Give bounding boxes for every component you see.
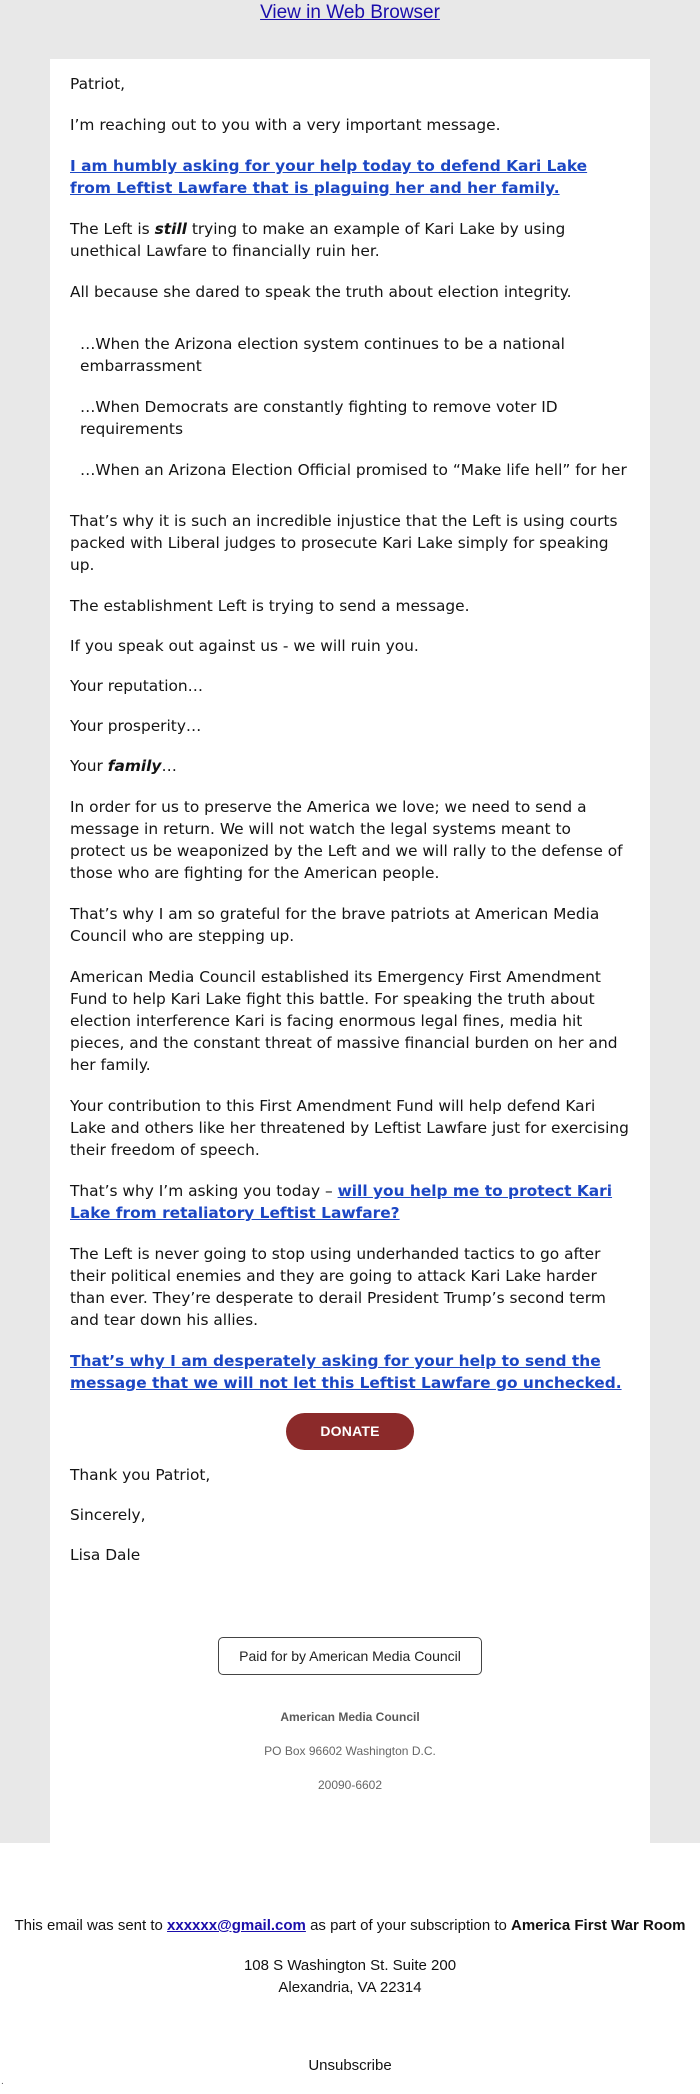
corner-mark: . — [1, 2076, 4, 2087]
injustice-paragraph: That’s why it is such an incredible injustice that the Left is using courts packed with Liberal judges to prosecute Kari Lake simply for speaking up. — [70, 512, 618, 574]
subscription-notice — [0, 1917, 700, 1934]
email-card — [50, 59, 650, 1843]
family-text-b: … — [161, 757, 177, 775]
establishment-paragraph: The establishment Left is trying to send a message. — [70, 597, 470, 615]
reputation-line: Your reputation… — [70, 677, 204, 695]
grateful-paragraph: That’s why I am so grateful for the brave patriots at American Media Council who are stepping up. — [70, 905, 600, 945]
unsubscribe-link[interactable]: Unsubscribe — [308, 2057, 392, 2074]
intro-paragraph: I’m reaching out to you with a very important message. — [70, 116, 501, 134]
contribution-paragraph: Your contribution to this First Amendment Fund will help defend Kari Lake and others like her threatened by Leftist Lawfare just for exercising their freedom of speech. — [70, 1097, 629, 1159]
fund-paragraph: American Media Council established its Emergency First Amendment Fund to help Kari Lake fight this battle. For speaking the truth about election interference Kari is facing enormous legal fines, media hit pieces, and the constant threat of massive financial burden on her and her family. — [70, 968, 618, 1074]
org-address-line2: 20090-6602 — [317, 1778, 383, 1792]
org-name: American Media Council — [280, 1710, 420, 1724]
ask-link-paragraph — [70, 155, 630, 199]
recipient-email-link[interactable]: xxxxxx@gmail.com — [167, 1917, 306, 1934]
still-emphasis: still — [154, 220, 187, 238]
sent-prefix: This email was sent to — [14, 1917, 168, 1934]
sent-middle: as part of your subscription to — [305, 1917, 512, 1934]
list-name: America First War Room — [511, 1917, 686, 1934]
still-text-b: trying to make an example of Kari Lake by using unethical Lawfare to financially ruin her. — [70, 220, 566, 260]
thanks-line: Thank you Patriot, — [70, 1466, 211, 1484]
message-link-paragraph — [70, 1350, 630, 1394]
letter-body — [50, 59, 650, 1566]
footer-address-line1: 108 S Washington St. Suite 200 — [243, 1957, 457, 1974]
sincerely-line: Sincerely, — [70, 1506, 146, 1524]
asking-text: That’s why I’m asking you today – — [70, 1182, 338, 1200]
ruin-paragraph: If you speak out against us - we will ruin you. — [70, 637, 419, 655]
bullet-item: …When Democrats are constantly fighting to remove voter ID requirements — [80, 398, 558, 438]
send-message-link[interactable]: That’s why I am desperately asking for your help to send the message that we will not let this Leftist Lawfare go unchecked. — [70, 1352, 622, 1392]
greeting: Patriot, — [70, 75, 126, 93]
donate-button[interactable]: DONATE — [286, 1413, 414, 1450]
footer-address-line2: Alexandria, VA 22314 — [278, 1979, 422, 1996]
family-line — [70, 755, 630, 777]
never-paragraph: The Left is never going to stop using underhanded tactics to go after their political enemies and they are going to attack Kari Lake harder than ever. They’re desperate to derail President Trump’s second term and tear down his allies. — [70, 1245, 606, 1329]
prosperity-line: Your prosperity… — [70, 717, 202, 735]
preserve-paragraph: In order for us to preserve the America we love; we need to send a message in return. We will not watch the legal systems meant to protect us be weaponized by the Left and we will rally to the defense of those who are fighting for the American people. — [70, 798, 623, 882]
family-emphasis: family — [107, 757, 162, 775]
family-text-a: Your — [70, 757, 108, 775]
view-in-browser-link[interactable]: View in Web Browser — [260, 2, 440, 23]
org-address-line1: PO Box 96602 Washington D.C. — [264, 1744, 436, 1758]
signature: Lisa Dale — [70, 1546, 141, 1564]
help-kari-link[interactable]: I am humbly asking for your help today to defend Kari Lake from Leftist Lawfare that is plaguing her and her family. — [70, 157, 588, 197]
because-paragraph: All because she dared to speak the truth about election integrity. — [70, 283, 572, 301]
still-paragraph — [70, 218, 630, 262]
bullet-item: …When the Arizona election system continues to be a national embarrassment — [80, 335, 565, 375]
bullet-item: …When an Arizona Election Official promised to “Make life hell” for her — [80, 461, 627, 479]
paid-for-disclaimer: Paid for by American Media Council — [218, 1637, 482, 1675]
asking-paragraph — [70, 1180, 630, 1224]
donate-wrapper — [70, 1413, 630, 1450]
still-text-a: The Left is — [70, 220, 155, 238]
protect-kari-link[interactable]: will you help me to protect Kari Lake from retaliatory Leftist Lawfare? — [70, 1182, 613, 1222]
